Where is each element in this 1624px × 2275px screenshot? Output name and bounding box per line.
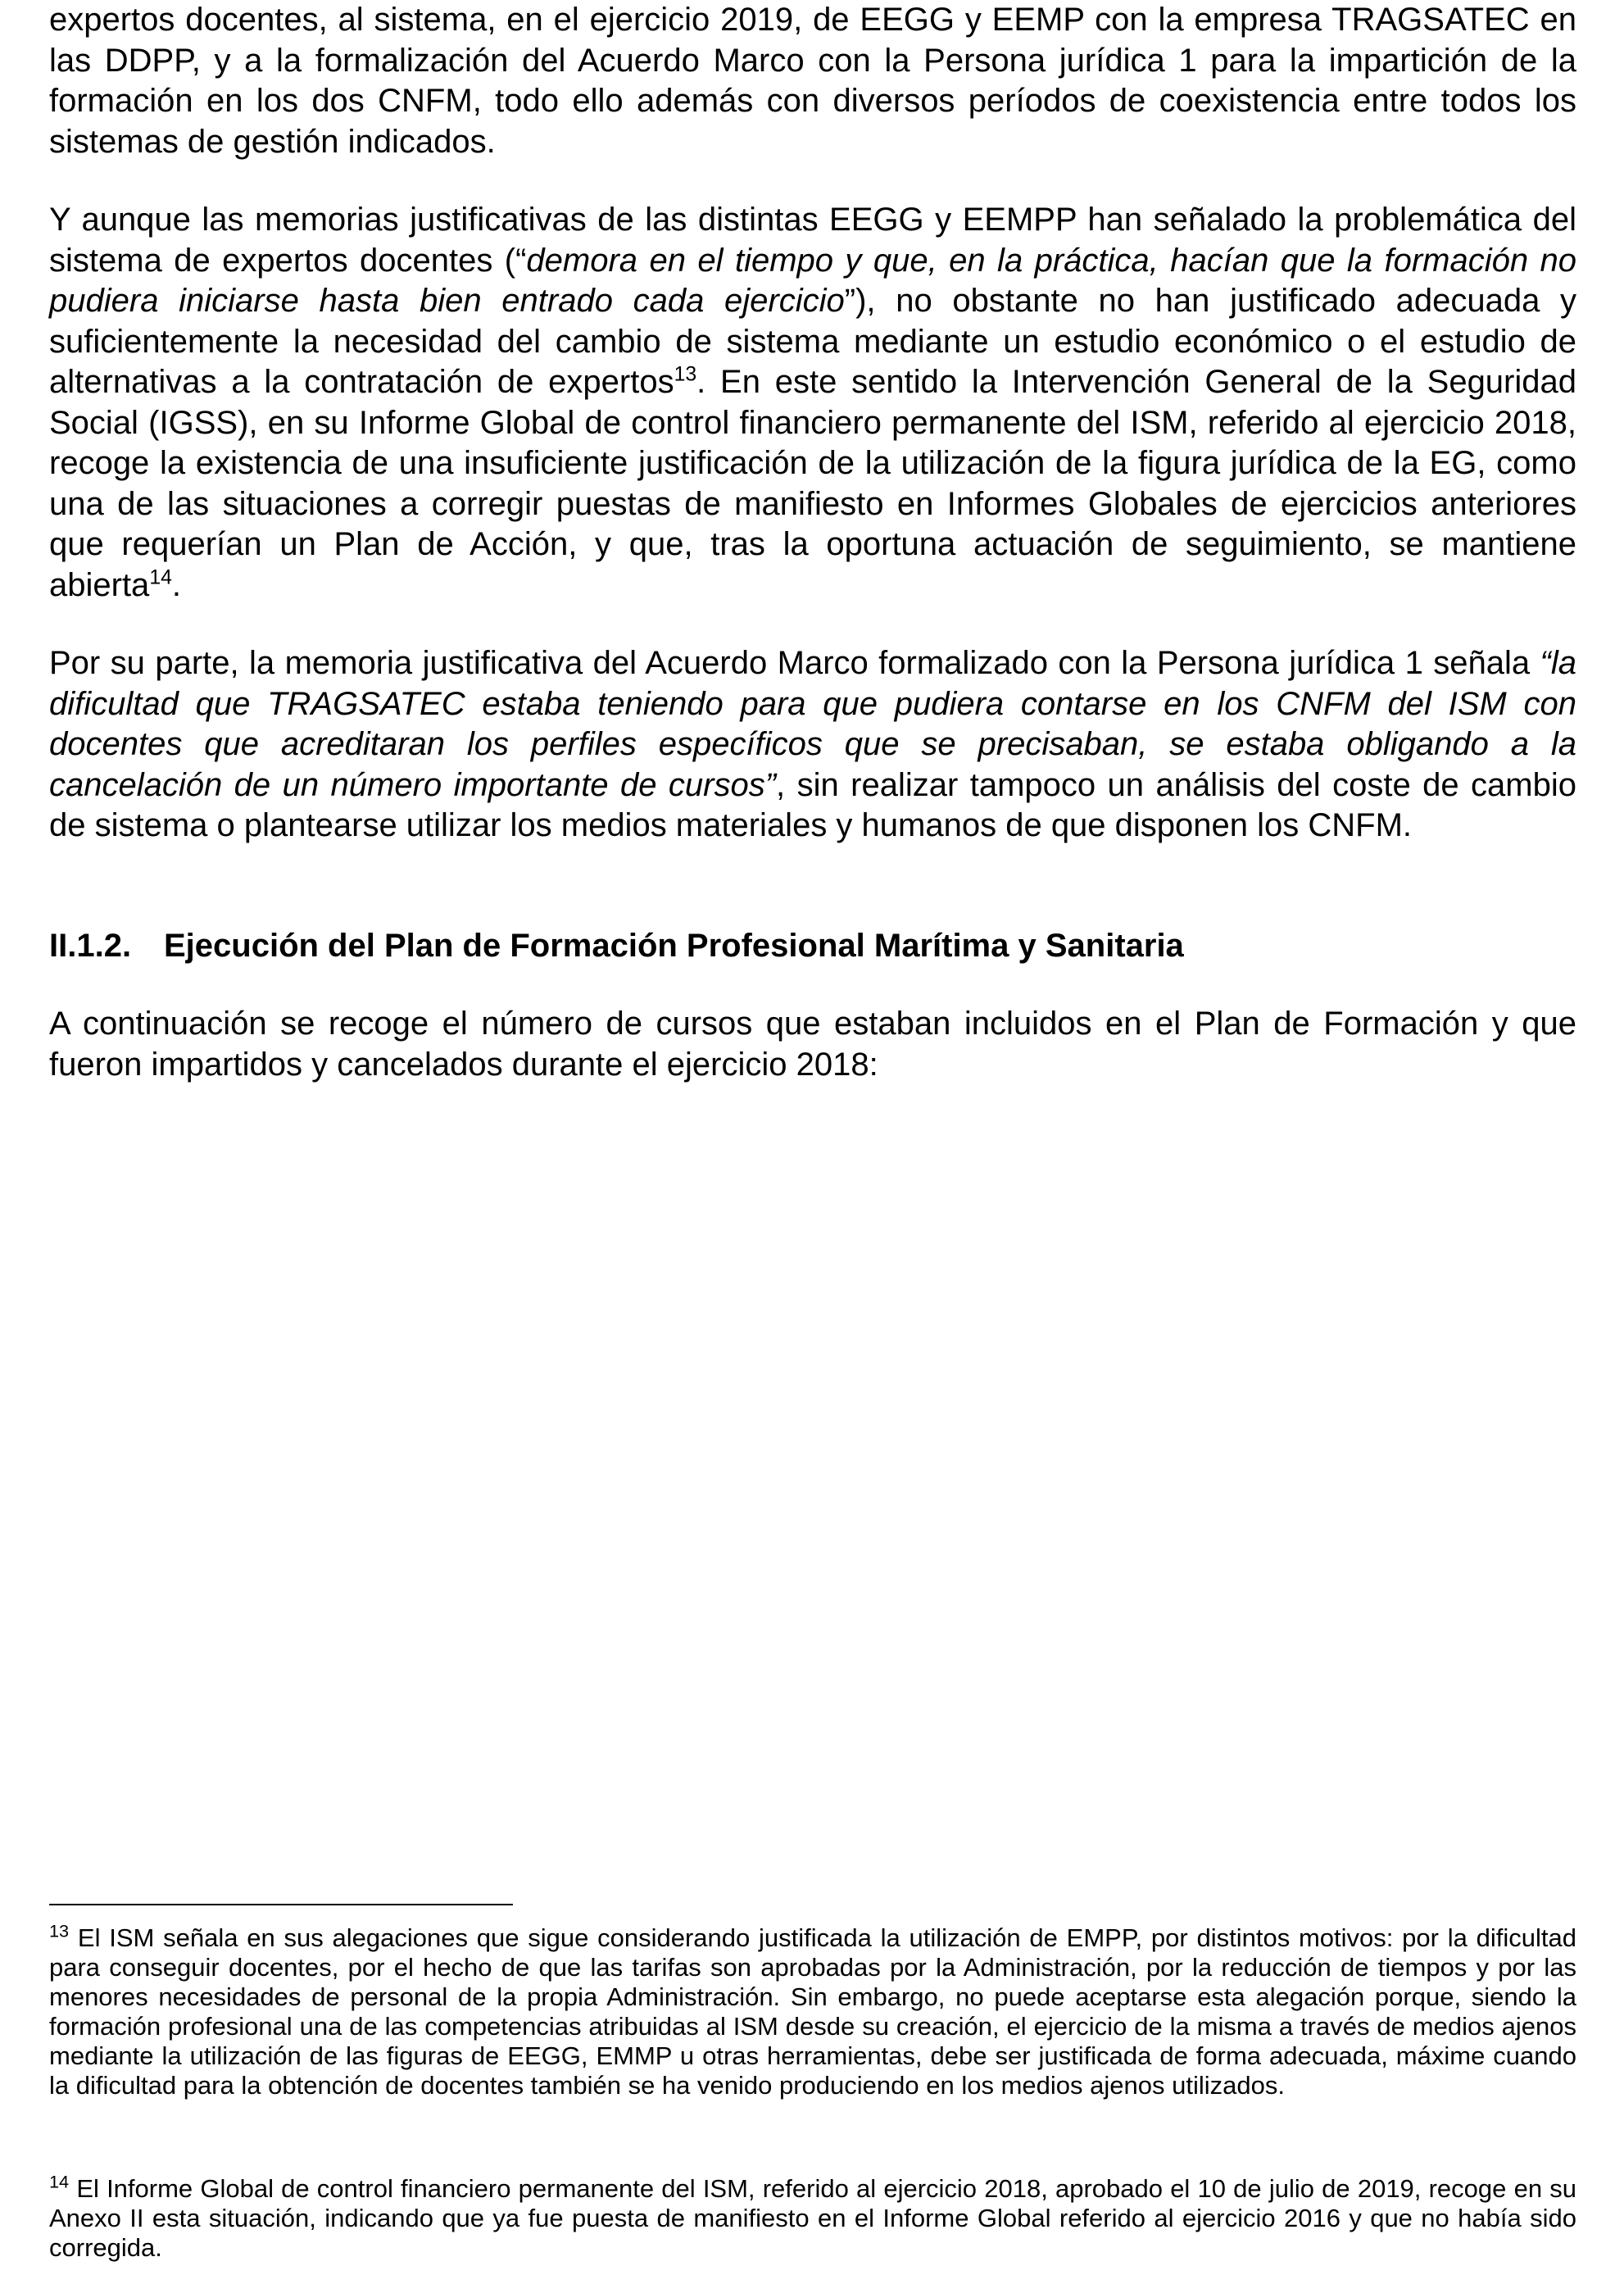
paragraph-text: expertos docentes, al sistema, en el ejercicio 2019, de EEGG y EEMP con la empresa TRAGSATEC en las DDPP, y a la formalización del Acuerdo Marco con la Persona jurídica 1 para la impartición de la formación en los dos CNFM, todo ello además con diversos períodos de coexistencia entre todos los sistemas de gestión indicados. <box>49 2 1576 160</box>
footnote-13 <box>49 1920 1576 2100</box>
paragraph-framework-agreement <box>49 643 1576 847</box>
paragraph-text: ”), no obstante no han justificado adecuada y suficientemente la necesidad del cambio de sistema mediante un estudio económico o el estudio de alternativas a la contratación de expertos <box>49 283 1576 400</box>
section-heading <box>49 926 1576 967</box>
footnote-text: El ISM señala en sus alegaciones que sigue considerando justificada la utilización de EMPP, por distintos motivos: por la dificultad para conseguir docentes, por el hecho de que las tarifas son aprobadas por la Administración, por la reducción de tiempos y por las menores necesidades de personal de la propia Administración. Sin embargo, no puede aceptarse esta alegación porque, siendo la formación profesional una de las competencias atribuidas al ISM desde su creación, el ejercicio de la misma a través de medios ajenos mediante la utilización de las figuras de EEGG, EMMP u otras herramientas, debe ser justificada de forma adecuada, máxime cuando la dificultad para la obtención de docentes también se ha venido produciendo en los medios ajenos utilizados. <box>49 1923 1576 2100</box>
document-page <box>49 0 1576 2275</box>
paragraph-text: , sin realizar tampoco un análisis del coste de cambio de sistema o plantearse utilizar los medios materiales y humanos de que disponen los CNFM. <box>49 766 1576 843</box>
section-title: Ejecución del Plan de Formación Profesional Marítima y Sanitaria <box>164 928 1184 964</box>
footnote-14 <box>49 2171 1576 2263</box>
paragraph-text: Y aunque las memorias justificativas de las distintas EEGG y EEMPP han señalado la problemática del sistema de expertos docentes (“ <box>49 202 1576 279</box>
paragraph-courses-intro <box>49 1004 1576 1085</box>
footnote-ref-13[interactable]: 13 <box>674 363 697 386</box>
paragraph-text: Por su parte, la memoria justificativa del Acuerdo Marco formalizado con la Persona jurídica 1 señala <box>49 645 1540 681</box>
footnote-number: 14 <box>49 2171 70 2192</box>
paragraph-text: A continuación se recoge el número de cursos que estaban incluidos en el Plan de Formación y que fueron impartidos y cancelados durante el ejercicio 2018: <box>49 1006 1576 1083</box>
paragraph-text: . <box>171 566 182 603</box>
paragraph-experts-system <box>49 0 1576 162</box>
footnote-text: El Informe Global de control financiero permanente del ISM, referido al ejercicio 2018, aprobado el 10 de julio de 2019, recoge en su Anexo II esta situación, indicando que ya fue puesta de manifiesto en el Informe Global referido al ejercicio 2016 y que no había sido corregida. <box>49 2174 1576 2262</box>
section-number: II.1.2. <box>49 928 132 964</box>
footnote-separator <box>49 1904 513 1905</box>
paragraph-text: . En este sentido la Intervención General de la Seguridad Social (IGSS), en su Informe Global de control financiero permanente del ISM, referido al ejercicio 2018, recoge la existencia de una insuficiente justificación de la utilización de la figura jurídica de la EG, como una de las situaciones a corregir puestas de manifiesto en Informes Globales de ejercicios anteriores que requerían un Plan de Acción, y que, tras la oportuna actuación de seguimiento, se mantiene abierta <box>49 364 1577 603</box>
paragraph-justification-memories <box>49 200 1576 606</box>
footnote-ref-14[interactable]: 14 <box>149 566 172 589</box>
footnote-number: 13 <box>49 1920 70 1941</box>
quoted-text: demora en el tiempo y que, en la práctica, hacían que la formación no pudiera iniciarse hasta bien entrado cada ejercicio <box>49 242 1576 319</box>
quoted-text: “la dificultad que TRAGSATEC estaba teniendo para que pudiera contarse en los CNFM del ISM con docentes que acreditaran los perfiles específicos que se precisaban, se estaba obligando a la cancelación de un número importante de cursos” <box>49 645 1576 803</box>
